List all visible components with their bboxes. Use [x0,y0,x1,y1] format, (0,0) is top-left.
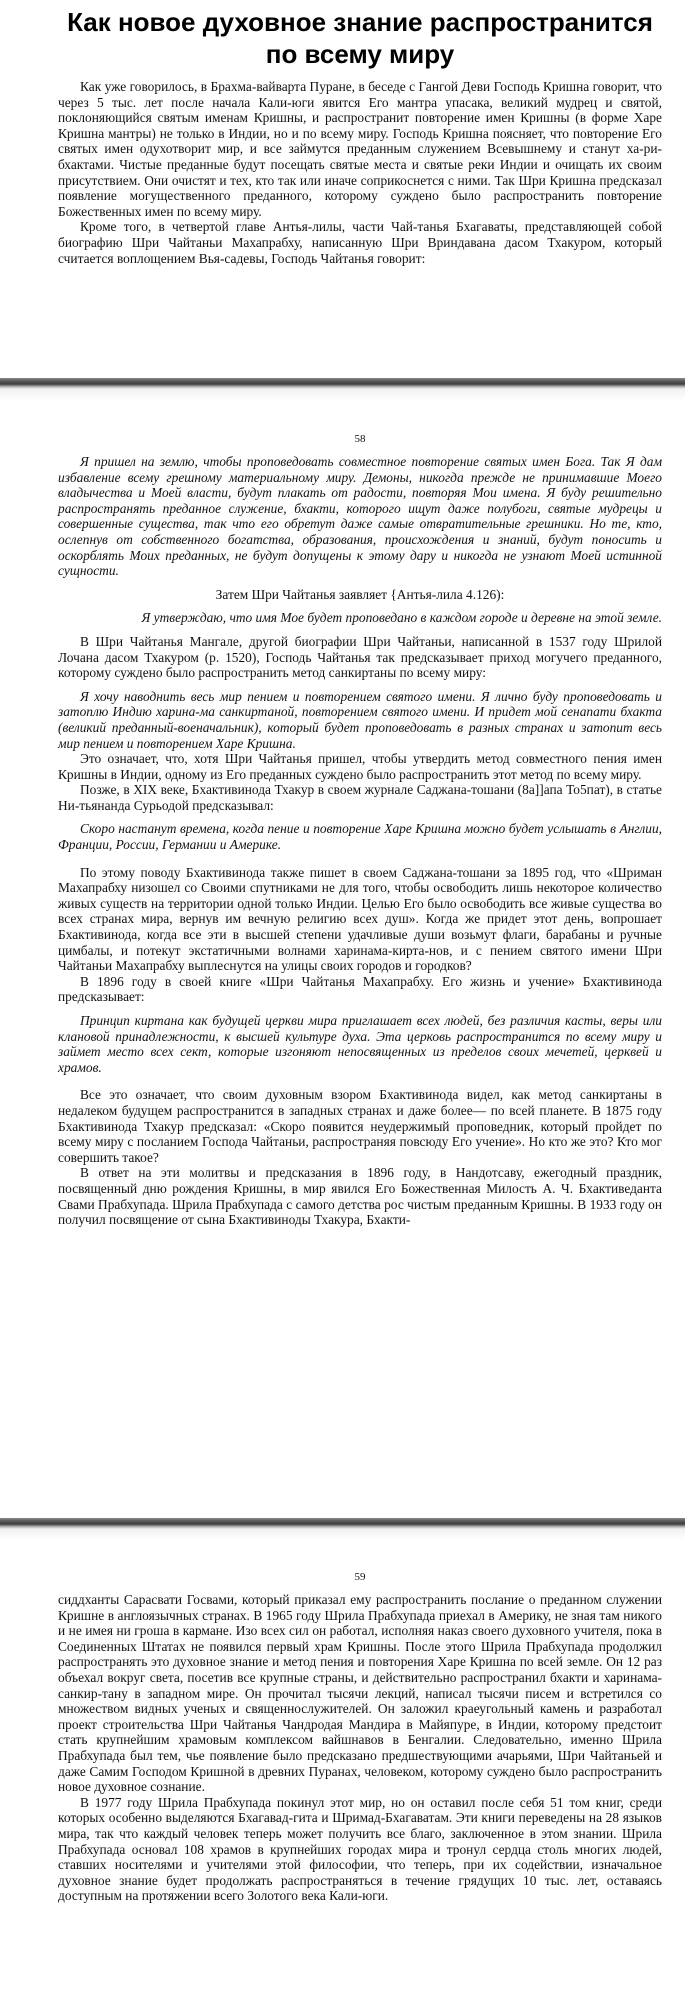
page-3-content [58,1570,662,1904]
paragraph: В 1977 году Шрила Прабхупада покинул этот мир, но он оставил после себя 51 том книг, среди которых особенно выделяются Бхагавад-гита и Шримад-Бхагаватам. Эти книги переведены на 28 языков мира, так что каждый человек теперь может получить все благо, заключенное в этом знании. Шрила Прабхупада основал 108 храмов в крупнейших городах мира и тронул сердца столь многих людей, ставших носителями и учителями этой философии, что теперь, при их содействии, изначальное духовное знание будет продолжать распространяться в течение грядущих 10 тыс. лет, оставаясь доступным на протяжении всего Золотого века Кали-юги. [58,1794,662,1904]
paragraph: В 1896 году в своей книге «Шри Чайтанья Махапрабху. Его жизнь и учение» Бхактивинода предсказывает: [58,973,662,1005]
page-1-content [58,6,662,266]
paragraph: Как уже говорилось, в Брахма-вайварта Пуране, в беседе с Гангой Деви Господь Кришна говорит, что через 5 тыс. лет после начала Кали-юги явится Его мантра упасака, великий мудрец и святой, поклоняющийся святым именам Кришны, и распространит повторение имен Кришны (в форме Харе Кришна мантры) не только в Индии, но и по всему миру. Господь Кришна поясняет, что повторение Его святых имен одухотворит мир, и все займутся преданным служением Всевышнему и станут ха-ри-бхактами. Чистые преданные будут посещать святые места и святые реки Индии и очищать их своим присутствием. Они очистят и тех, кто так или иначе соприкоснется с ними. Так Шри Кришна предсказал появление могущественного преданного, которому суждено было распространить повторение Божественных имен по всему миру. [58,79,662,219]
paragraph: В ответ на эти молитвы и предсказания в 1896 году, в Нандотсаву, ежегодный праздник, посвященный дню рождения Кришны, в мир явился Его Божественная Милость А. Ч. Бхактиведанта Свами Прабхупада. Шрила Прабхупада с самого детства рос чистым преданным Кришны. В 1933 году он получил посвящение от сына Бхактивиноды Тхакура, Бхакти- [58,1165,662,1228]
paragraph: Кроме того, в четвертой главе Антья-лилы, части Чай-танья Бхагаваты, представляющей собой биографию Шри Чайтаньи Махапрабху, написанную Шри Вриндавана дасом Тхакуром, который считается воплощением Вья-садевы, Господь Чайтанья говорит: [58,219,662,266]
quote: Я пришел на землю, чтобы проповедовать совместное повторение святых имен Бога. Так Я дам избавление всему грешному материальному миру. Демоны, никогда прежде не принимавшие Моего владычества и Моей власти, будут плакать от радости, повторяя Мои имена. Я буду решительно распространять преданное служение, бхакти, которого ищут даже полубоги, святые мудрецы и совершенные существа, так что его обретут даже самые отвратительные грешники. Но те, кто, ослепнув от собственного богатства, образования, происхождения и знаний, будут поносить и оскорблять Моих преданных, не будут допущены к этому дару и никогда не узнают Моей истинной сущности. [58,454,662,579]
quote: Я утверждаю, что имя Мое будет проповедано в каждом городе и деревне на этой земле. [141,610,662,626]
paragraph: Это означает, что, хотя Шри Чайтанья пришел, чтобы утвердить метод совместного пения имен Кришны в Индии, одному из Его преданных суждено было распространить этот метод по всему миру. [58,751,662,782]
paragraph: По этому поводу Бхактивинода также пишет в своем Саджана-тошани за 1895 год, что «Шриман Махапрабху низошел со Своими спутниками не для того, чтобы освободить лишь некоторое количество живых существ на территории одной только Индии. Целью Его было освободить все живые существа во всех странах мира, вернув им вечную религию всех душ». Когда же придет этот день, вопрошает Бхактивинода, когда все эти в высшей степени удачливые души возьмут флаги, барабаны и ручные цимбалы, и потекут экстатичными волнами харинама-кирта-нов, и с пением святого имени Шри Чайтаньи Махапрабху выплеснутся на улицы своих городов и городков? [58,864,662,974]
paragraph: Все это означает, что своим духовным взором Бхактивинода видел, как метод санкиртаны в недалеком будущем распространится в западных странах и даже более— по всей планете. В 1875 году Бхактивинода Тхакур предсказал: «Скоро появится неудержимый проповедник, который пройдет по всему миру с посланием Господа Чайтаньи, распространяя повсюду Его учение». Но кто же это? Кто мог совершить такое? [58,1087,662,1165]
quote: Скоро настанут времена, когда пение и повторение Харе Кришна можно будет услышать в Англии, Франции, России, Германии и Америке. [58,821,662,853]
page-separator [0,1518,685,1540]
page-number: 58 [354,433,366,445]
document-page-1 [0,0,685,378]
page-2-content [58,432,662,1228]
page-title: Как новое духовное знание распространится по всему миру [67,7,653,69]
quote: Я хочу наводнить весь мир пением и повторением святого имени. Я лично буду проповедовать и затоплю Индию харина-ма санкиртаной, повторением святого имени. И придет мой сенапати бхакта (великий преданный-военачальник), который будет проповедовать в разных странах и затопит весь мир пением и повторением Харе Кришна. [58,688,662,751]
quote: Принцип киртана как будущей церкви мира приглашает всех людей, без различия касты, веры или клановой принадлежности, к высшей культуре духа. Эта церковь распространится по всему миру и займет место всех сект, которые изгоняют непосвященных из пределов своих мечетей, церквей и храмов. [58,1013,662,1075]
page-separator [0,378,685,400]
paragraph: В Шри Чайтанья Мангале, другой биографии Шри Чайтаньи, написанной в 1537 году Шрилой Лочана дасом Тхакуром (р. 1520), Господь Чайтанья так предсказывает приход могучего преданного, которому суждено было распространить метод санкиртаны по всему миру: [58,633,662,681]
paragraph: Позже, в XIX веке, Бхактивинода Тхакур в своем журнале Саджана-тошани (8а]]апа То5пат), в статье Ни-тьянанда Сурьодой предсказывал: [58,782,662,813]
document-page-3 [0,1540,685,2008]
document-page-2 [0,400,685,1518]
page-number: 59 [354,1571,366,1583]
paragraph: Затем Шри Чайтанья заявляет {Антья-лила 4.126): [215,586,505,602]
paragraph: сиддханты Сарасвати Госвами, который приказал ему распространить послание о преданном служении Кришне в англоязычных странах. В 1965 году Шрила Прабхупада приехал в Америку, не зная там никого и не имея ни гроша в кармане. Изо всех сил он работал, исполняя наказ своего духовного учителя, пока в Соединенных Штатах не появился первый храм Кришны. После этого Шрила Прабхупада продолжил распространять это духовное знание и метод пения и повторения Харе Кришна по всей земле. Он 12 раз объехал вокруг света, посетив все крупные страны, и действительно распространил бхакти и харинама-санкир-тану в западном мире. Он прочитал тысячи лекций, написал тысячи писем и встретился со множеством видных ученых и священнослужителей. Он заложил краеугольный камень и разработал проект строительства Шри Чайтанья Чандродая Мандира в Майяпуре, в Индии, которому предстоит стать крупнейшим храмовым комплексом вайшнавов в Бенгалии. Следовательно, именно Шрила Прабхупада был тем, чье появление было предсказано предшествующими ачарьями, Шри Чайтаньей и даже Самим Господом Кришной в древних Пуранах, человеком, которому суждено было распространить новое духовное сознание. [58,1592,662,1795]
